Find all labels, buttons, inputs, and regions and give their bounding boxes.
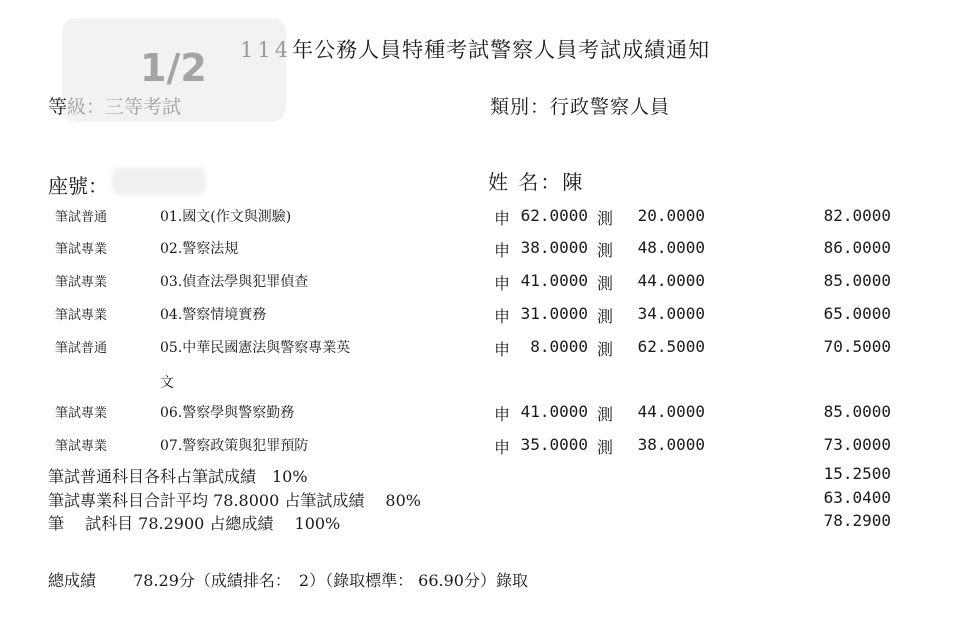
subject-total: 82.0000 [823, 206, 891, 225]
test-mark: 測 [597, 241, 614, 260]
essay-mark: 申 [494, 307, 511, 326]
test-score: 44.0000 [637, 271, 705, 290]
test-mark: 測 [597, 307, 614, 326]
essay-score: 8.0000 [530, 337, 588, 356]
essay-mark: 申 [494, 209, 511, 228]
subject-total: 86.0000 [823, 238, 891, 257]
score-row [0, 271, 960, 293]
essay-score: 41.0000 [520, 402, 588, 421]
exam-grade [48, 92, 181, 119]
subject-name: 01.國文(作文與測驗) [160, 209, 292, 225]
test-mark: 測 [597, 340, 614, 359]
exam-type: 筆試普通 [55, 341, 108, 356]
summary-value: 63.0400 [823, 488, 891, 507]
subject-name: 03.偵查法學與犯罪偵查 [160, 274, 309, 290]
essay-score: 31.0000 [520, 304, 588, 323]
essay-score: 41.0000 [520, 271, 588, 290]
subject-total: 73.0000 [823, 435, 891, 454]
title-text: 年公務人員特種考試警察人員考試成績通知 [292, 38, 711, 62]
seat-number-label: 座號： [48, 174, 108, 198]
grade-prefix: 等 [48, 96, 68, 118]
subject-name: 02.警察法規 [160, 241, 239, 257]
summary-value: 78.2900 [823, 511, 891, 530]
essay-score: 62.0000 [520, 206, 588, 225]
subject-total: 85.0000 [823, 402, 891, 421]
subject-total: 65.0000 [823, 304, 891, 323]
document-title [240, 34, 710, 64]
test-score: 62.5000 [637, 337, 705, 356]
score-row [0, 304, 960, 326]
subject-name: 07.警察政策與犯罪預防 [160, 438, 309, 454]
test-score: 20.0000 [637, 206, 705, 225]
candidate-name: 姓 名：陳 [488, 170, 585, 194]
summary-line: 筆試專業科目合計平均 78.8000 占筆試成績 80% [48, 491, 421, 510]
exam-type: 筆試專業 [55, 308, 108, 323]
grade-rest: 級：三等考試 [67, 96, 182, 118]
exam-type: 筆試專業 [55, 406, 108, 421]
final-result: 總成績 78.29分（成績排名： 2）（錄取標準： 66.90分）錄取 [48, 571, 528, 590]
score-row [0, 337, 960, 359]
test-mark: 測 [597, 438, 614, 457]
subject-name-continued: 文 [160, 375, 174, 391]
test-mark: 測 [597, 405, 614, 424]
score-row [0, 435, 960, 457]
essay-mark: 申 [494, 405, 511, 424]
essay-mark: 申 [494, 274, 511, 293]
summary-line: 筆試普通科目各科占筆試成績 10% [48, 467, 308, 486]
subject-name: 04.警察情境實務 [160, 307, 267, 323]
subject-name: 05.中華民國憲法與警察專業英 [160, 340, 351, 356]
essay-mark: 申 [494, 241, 511, 260]
score-row-continuation [0, 372, 960, 394]
exam-type: 筆試專業 [55, 275, 108, 290]
score-row [0, 238, 960, 260]
test-score: 38.0000 [637, 435, 705, 454]
exam-type: 筆試專業 [55, 242, 108, 257]
test-mark: 測 [597, 274, 614, 293]
essay-score: 38.0000 [520, 238, 588, 257]
seat-number-redacted [112, 167, 206, 195]
page-indicator: 1/2 [140, 46, 207, 90]
exam-type: 筆試專業 [55, 439, 108, 454]
summary-value: 15.2500 [823, 464, 891, 483]
test-score: 34.0000 [637, 304, 705, 323]
essay-mark: 申 [494, 340, 511, 359]
exam-category: 類別：行政警察人員 [490, 96, 671, 118]
subject-total: 70.5000 [823, 337, 891, 356]
test-score: 48.0000 [637, 238, 705, 257]
test-score: 44.0000 [637, 402, 705, 421]
score-row [0, 206, 960, 228]
exam-type: 筆試普通 [55, 210, 108, 225]
test-mark: 測 [597, 209, 614, 228]
subject-total: 85.0000 [823, 271, 891, 290]
title-year: 114 [240, 38, 293, 62]
summary-line: 筆 試科目 78.2900 占總成績 100% [48, 514, 341, 533]
essay-score: 35.0000 [520, 435, 588, 454]
score-row [0, 402, 960, 424]
essay-mark: 申 [494, 438, 511, 457]
subject-name: 06.警察學與警察勤務 [160, 405, 295, 421]
